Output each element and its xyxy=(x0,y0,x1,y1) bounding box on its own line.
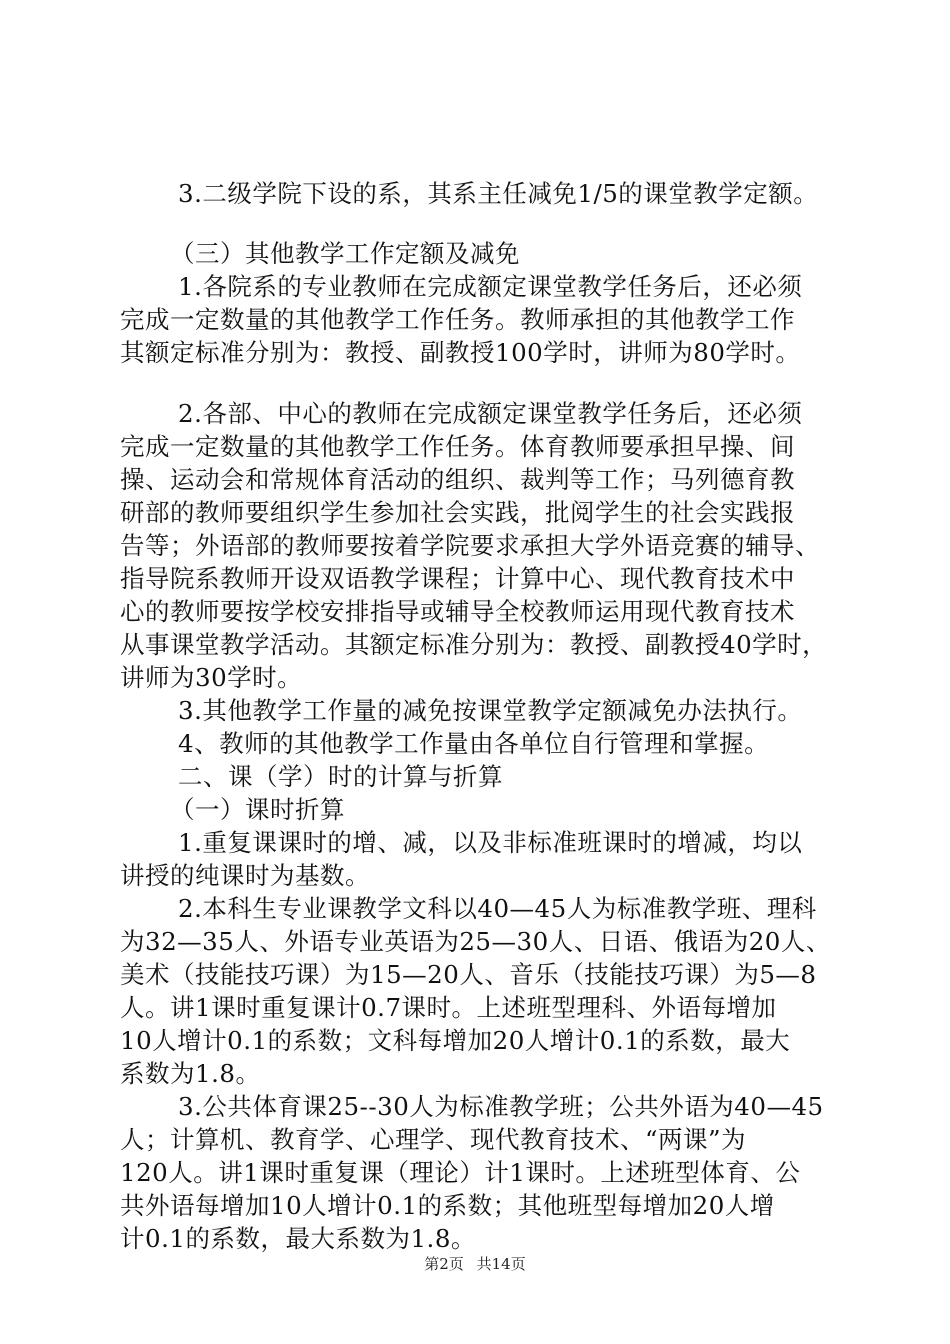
paragraph-line: 心的教师要按学校安排指导或辅导全校教师运用现代教育技术 xyxy=(120,597,795,626)
paragraph-line: 讲授的纯课时为基数。 xyxy=(120,861,370,890)
section-heading: （三）其他教学工作定额及减免 xyxy=(170,239,520,268)
page-total: 共14页 xyxy=(476,1255,526,1273)
paragraph-line: 人。讲1课时重复课计0.7课时。上述班型理科、外语每增加 xyxy=(120,993,777,1022)
paragraph-line: 2.本科生专业课教学文科以40—45人为标准教学班、理科 xyxy=(178,894,817,923)
paragraph-line: 告等；外语部的教师要按着学院要求承担大学外语竞赛的辅导、 xyxy=(120,531,820,560)
paragraph-line: 研部的教师要组织学生参加社会实践，批阅学生的社会实践报 xyxy=(120,498,795,527)
paragraph-line: 120人。讲1课时重复课（理论）计1课时。上述班型体育、公 xyxy=(120,1158,801,1187)
paragraph-line: 4、教师的其他教学工作量由各单位自行管理和掌握。 xyxy=(178,729,770,758)
section-heading: 二、课（学）时的计算与折算 xyxy=(178,762,503,791)
paragraph-line: 2.各部、中心的教师在完成额定课堂教学任务后，还必须 xyxy=(178,399,803,428)
paragraph-line: 人；计算机、教育学、心理学、现代教育技术、“两课”为 xyxy=(120,1125,747,1154)
paragraph-line: 指导院系教师开设双语教学课程；计算中心、现代教育技术中 xyxy=(120,564,795,593)
paragraph-line: 其额定标准分别为：教授、副教授100学时，讲师为80学时。 xyxy=(120,338,801,367)
paragraph-line: 讲师为30学时。 xyxy=(120,663,303,692)
paragraph-line: 3.二级学院下设的系，其系主任减免1/5的课堂教学定额。 xyxy=(178,179,819,208)
paragraph-line: 为32—35人、外语专业英语为25—30人、日语、俄语为20人、 xyxy=(120,927,831,956)
paragraph-line: 计0.1的系数，最大系数为1.8。 xyxy=(120,1224,476,1253)
section-heading: （一）课时折算 xyxy=(170,795,345,824)
paragraph-line: 3.公共体育课25--30人为标准教学班；公共外语为40—45 xyxy=(178,1092,824,1121)
paragraph-line: 共外语每增加10人增计0.1的系数；其他班型每增加20人增 xyxy=(120,1191,775,1220)
page-number: 第2页 xyxy=(424,1255,464,1273)
paragraph-line: 3.其他教学工作量的减免按课堂教学定额减免办法执行。 xyxy=(178,696,803,725)
paragraph-line: 从事课堂教学活动。其额定标准分别为：教授、副教授40学时， xyxy=(120,630,828,659)
paragraph-line: 美术（技能技巧课）为15—20人、音乐（技能技巧课）为5—8 xyxy=(120,960,817,989)
page-footer xyxy=(0,1253,950,1274)
paragraph-line: 操、运动会和常规体育活动的组织、裁判等工作；马列德育教 xyxy=(120,465,795,494)
paragraph-line: 10人增计0.1的系数；文科每增加20人增计0.1的系数，最大 xyxy=(120,1026,791,1055)
paragraph-line: 完成一定数量的其他教学工作任务。体育教师要承担早操、间 xyxy=(120,432,795,461)
paragraph-line: 完成一定数量的其他教学工作任务。教师承担的其他教学工作 xyxy=(120,305,795,334)
paragraph-line: 1.各院系的专业教师在完成额定课堂教学任务后，还必须 xyxy=(178,272,803,301)
paragraph-line: 系数为1.8。 xyxy=(120,1059,261,1088)
paragraph-line: 1.重复课课时的增、减，以及非标准班课时的增减，均以 xyxy=(178,828,803,857)
